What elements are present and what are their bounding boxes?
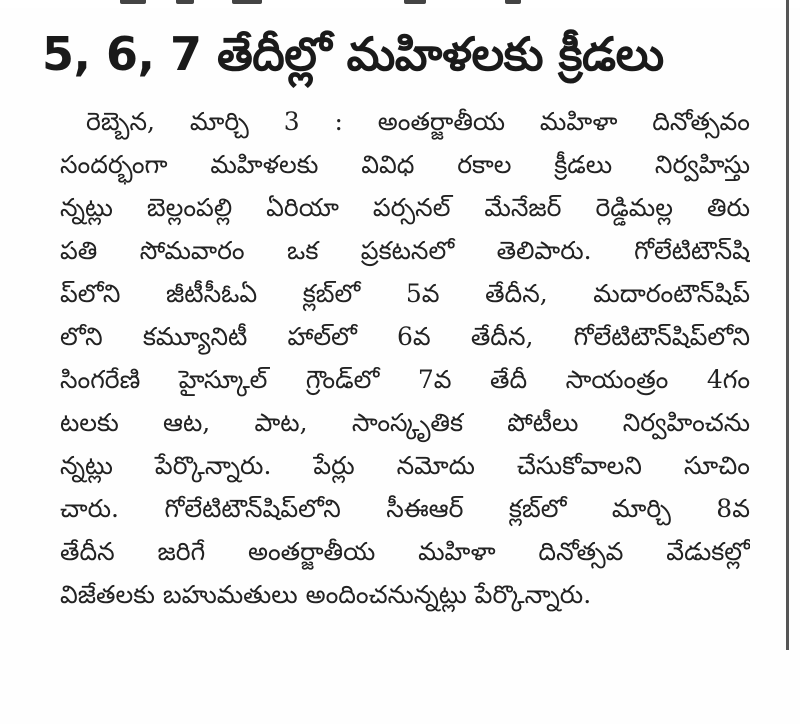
article-line: లోని కమ్యూనిటీ హాల్‌లో 6వ తేదీన, గోలేటిటౌన్‌షిప్‌లోని — [60, 322, 750, 351]
article-line: తేదీన జరిగే అంతర్జాతీయ మహిళా దినోత్సవ వేడుకల్లో — [60, 537, 750, 566]
article-line: సింగరేణి హైస్కూల్ గ్రౌండ్‌లో 7వ తేదీ సాయంత్రం 4గం — [60, 365, 750, 394]
article-line: పతి సోమవారం ఒక ప్రకటనలో తెలిపారు. గోలేటిటౌన్‌షి — [60, 236, 750, 265]
article-line: విజేతలకు బహుమతులు అందించనున్నట్లు పేర్కొన్నారు. — [60, 580, 592, 609]
headline: 5, 6, 7 తేదీల్లో మహిళలకు క్రీడలు — [42, 27, 664, 81]
article-line: న్నట్లు బెల్లంపల్లి ఏరియా పర్సనల్ మేనేజర్ రెడ్డిమల్ల తిరు — [60, 193, 750, 222]
article-line: రెబ్బెన, మార్చి 3 : అంతర్జాతీయ మహిళా దినోత్సవం — [86, 107, 750, 136]
article-line: సందర్భంగా మహిళలకు వివిధ రకాల క్రీడలు నిర్వహిస్తు — [60, 150, 750, 179]
article-line: న్నట్లు పేర్కొన్నారు. పేర్లు నమోదు చేసుకోవాలని సూచిం — [60, 451, 750, 480]
article-body — [60, 100, 750, 616]
cut-off-text-strip — [0, 0, 800, 8]
article-line: ప్‌లోని జీటీసీఓఏ క్లబ్‌లో 5వ తేదీన, మదారంటౌన్‌షిప్ — [60, 279, 750, 308]
column-divider — [786, 0, 789, 650]
article-line: టలకు ఆట, పాట, సాంస్కృతిక పోటీలు నిర్వహించను — [60, 408, 750, 437]
article-line: చారు. గోలేటిటౌన్‌షిప్‌లోని సీఈఆర్ క్లబ్‌లో మార్చి 8వ — [60, 494, 750, 523]
